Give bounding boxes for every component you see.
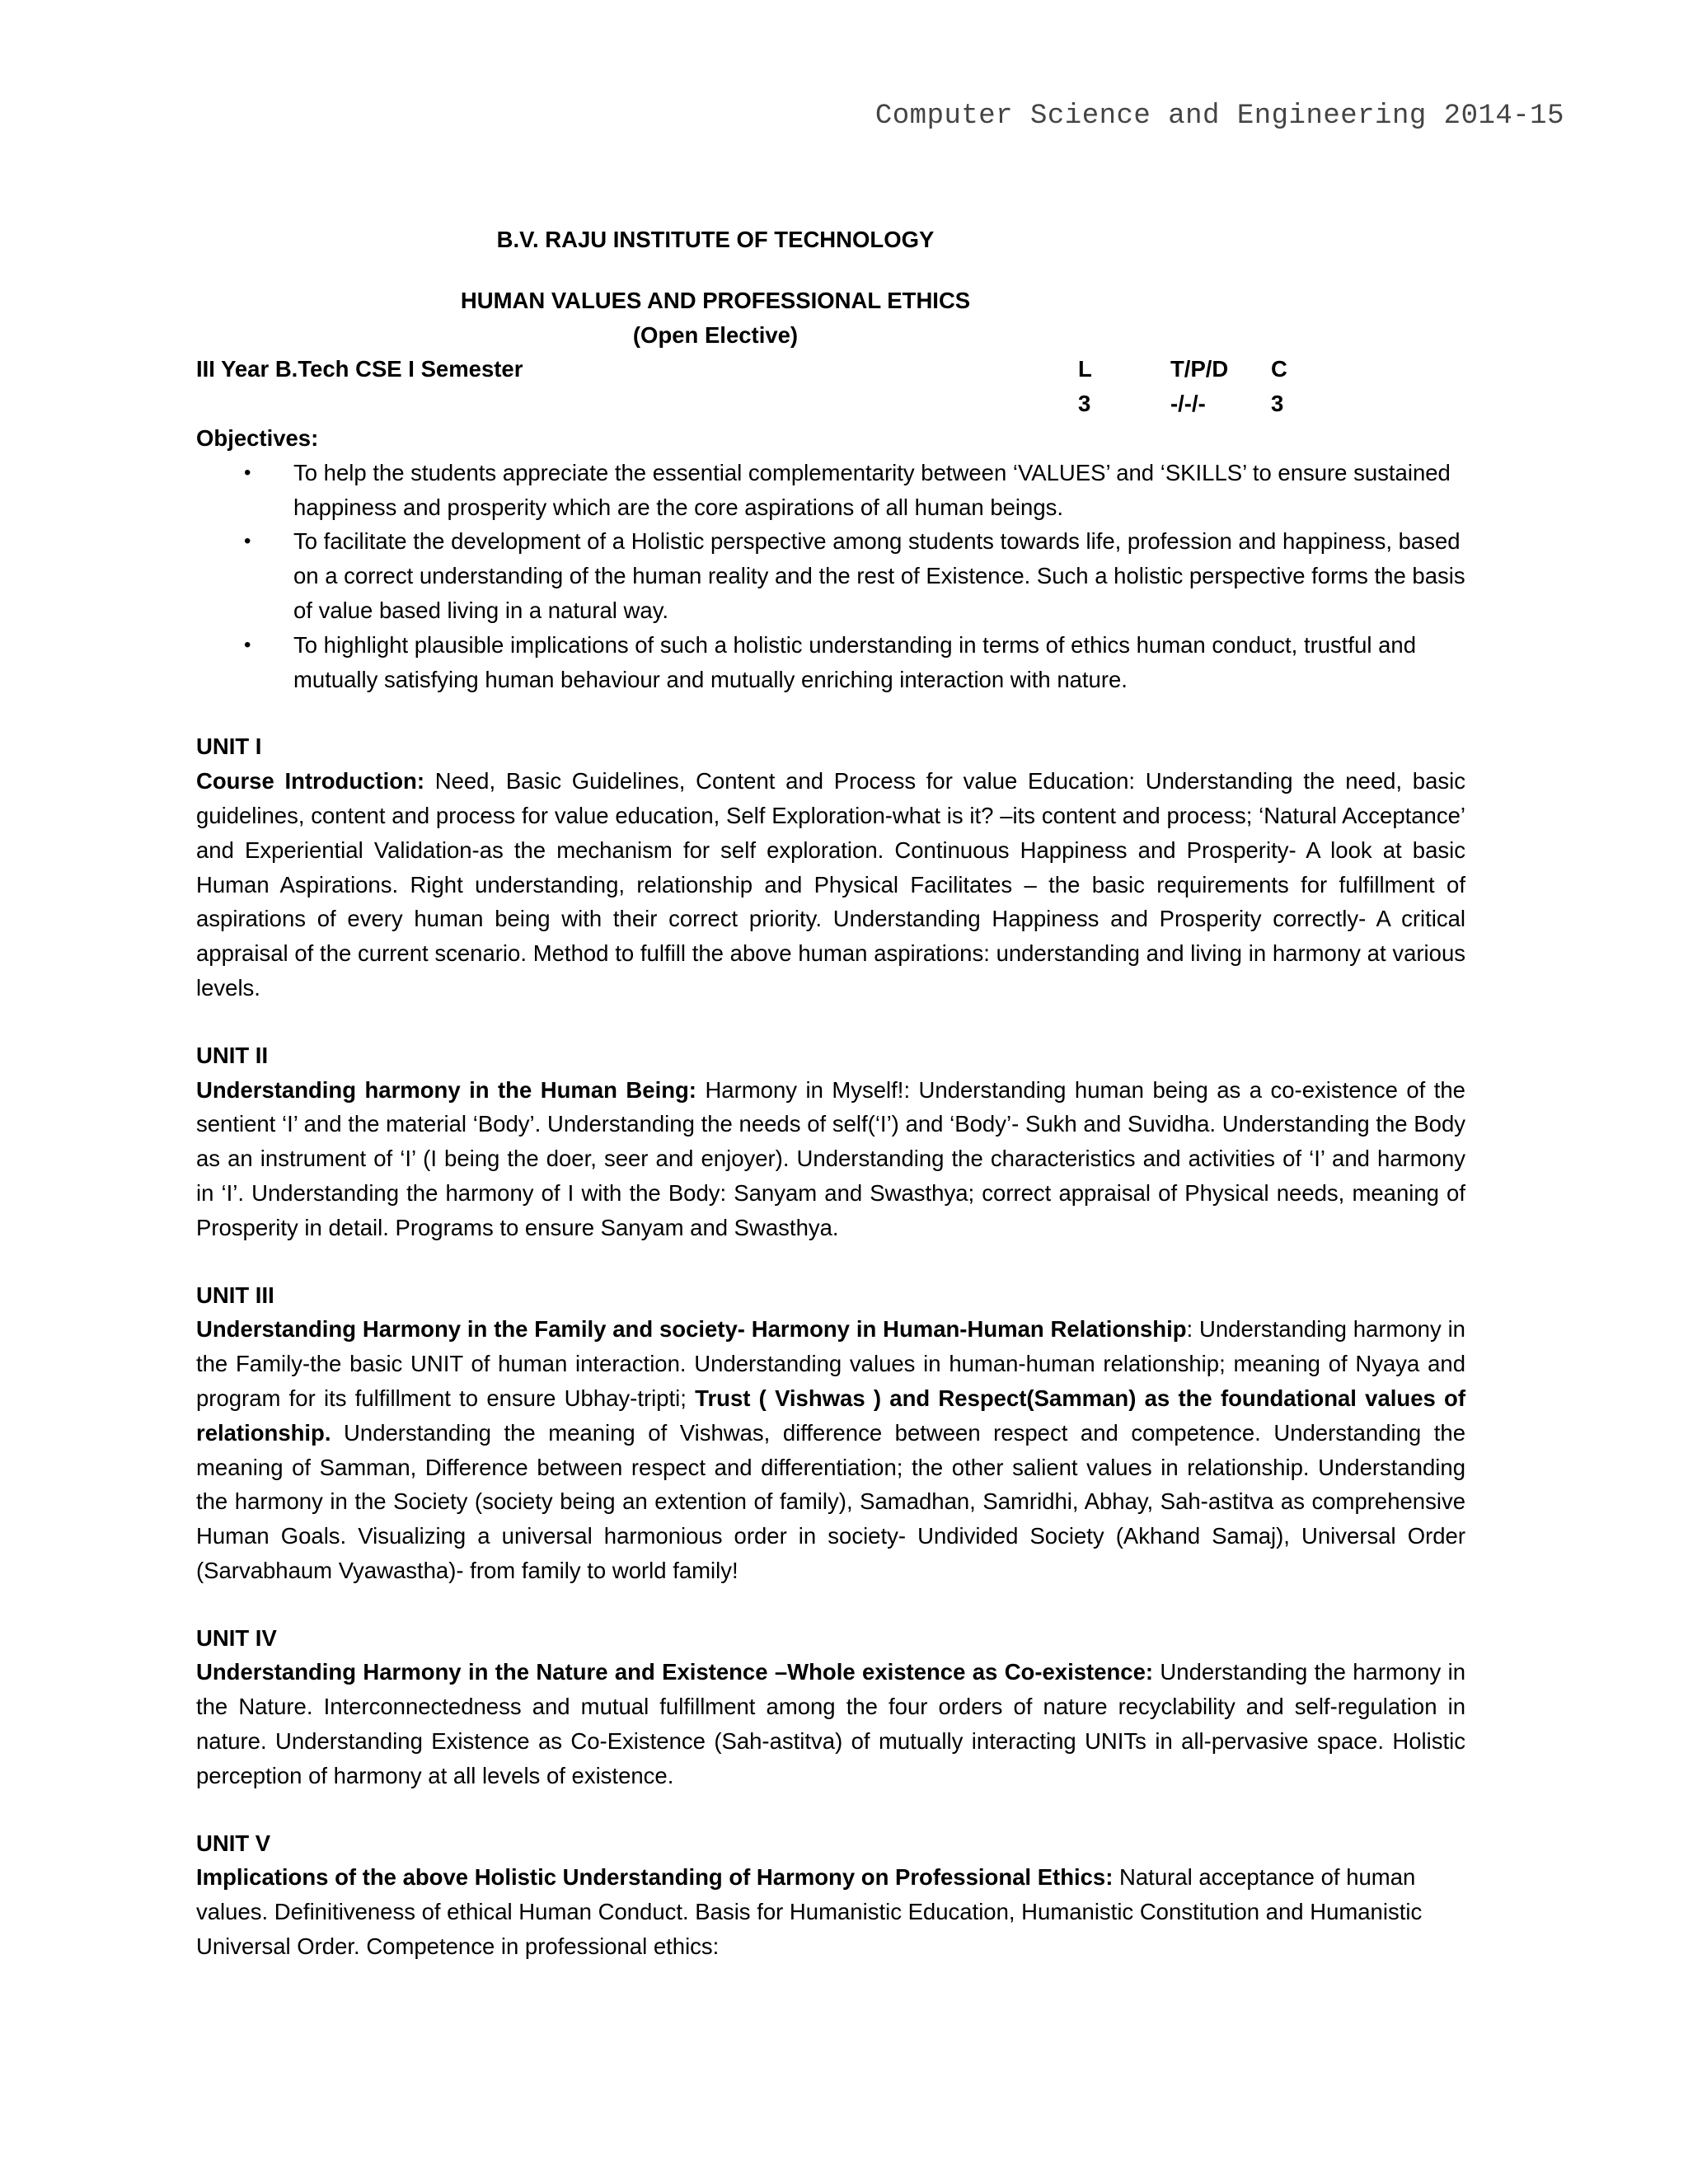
institution-name: B.V. RAJU INSTITUTE OF TECHNOLOGY	[496, 227, 935, 252]
objectives-title: Objectives:	[196, 424, 319, 451]
unit-body: Harmony in Myself!: Understanding human being as a co-existence of the sentient ‘I’ and the material ‘Body’. Understanding the needs of self(‘I’) and ‘Body’- Sukh and Suvidha. Understanding the Body as an instrument of ‘I’ (I being the doer, seer and enjoyer). Understanding the characteristics and activities of ‘I’ and harmony in ‘I’. Understanding the harmony of I with the Body: Sanyam and Swasthya; correct appraisal of Physical needs, meaning of Prosperity in detail. Programs to ensure Sanyam and Swasthya.	[196, 1076, 1465, 1240]
credit-value-l: 3	[1078, 391, 1091, 417]
bullet-icon: •	[244, 530, 251, 553]
objectives-list	[196, 456, 1465, 697]
unit-body: : Understanding harmony in the Family-the basic UNIT of human interaction. Understanding values in human-human relationship; meaning of Nyaya and program for its fulfillment to ensure Ubhay-tripti;	[196, 1316, 1465, 1411]
unit-section	[196, 1621, 1465, 1793]
credit-header-c: C	[1271, 356, 1287, 382]
list-item	[196, 524, 1484, 627]
credit-value-tpd: -/-/-	[1170, 391, 1206, 417]
unit-body: Natural acceptance of human values. Definitiveness of ethical Human Conduct. Basis for Humanistic Education, Humanistic Constitution and Humanistic Universal Order. Competence in professional ethics:	[196, 1864, 1423, 1960]
unit-heading: Course Introduction:	[196, 768, 425, 794]
unit-paragraph	[196, 1312, 1465, 1587]
unit-title: UNIT V	[196, 1830, 271, 1856]
unit-heading: Understanding harmony in the Human Being:	[196, 1076, 696, 1103]
unit-body: Understanding the harmony in the Nature. Interconnectedness and mutual fulfillment among the four orders of nature recyclability and self-regulation in nature. Understanding Existence as Co-Existence (Sah-astitva) of mutually interacting UNITs in all-pervasive space. Holistic perception of harmony at all levels of existence.	[196, 1659, 1466, 1788]
course-type: (Open Elective)	[632, 321, 799, 348]
credit-header-tpd: T/P/D	[1170, 356, 1229, 382]
bullet-icon: •	[244, 633, 251, 656]
syllabus-content	[196, 223, 1465, 1964]
unit-section	[196, 729, 1465, 1005]
unit-paragraph	[196, 1655, 1465, 1793]
bullet-icon: •	[244, 461, 251, 484]
unit-body: Need, Basic Guidelines, Content and Process for value Education: Understanding the need, basic guidelines, content and process for value education, Self Exploration-what is it? –its content and process; ‘Natural Acceptance’ and Experiential Validation-as the mechanism for self exploration. Continuous Happiness and Prosperity- A look at basic Human Aspirations. Right understanding, relationship and Physical Facilitates – the basic requirements for fulfillment of aspirations of every human being with their correct priority. Understanding Happiness and Prosperity correctly- A critical appraisal of the current scenario. Method to fulfill the above human aspirations: understanding and living in harmony at various levels.	[196, 768, 1465, 1001]
page-header: Computer Science and Engineering 2014-15	[874, 101, 1564, 132]
unit-section	[196, 1278, 1465, 1588]
unit-emphasis: Trust ( Vishwas ) and Respect(Samman) as the foundational values of relationship.	[196, 1385, 1465, 1446]
year-semester: III Year B.Tech CSE I Semester	[196, 356, 523, 382]
unit-title: UNIT I	[196, 733, 262, 760]
unit-title: UNIT IV	[196, 1624, 277, 1651]
course-title: HUMAN VALUES AND PROFESSIONAL ETHICS	[460, 287, 971, 313]
unit-section	[196, 1038, 1465, 1245]
unit-heading: Understanding Harmony in the Nature and Existence –Whole existence as Co-existence:	[196, 1659, 1154, 1685]
objective-text: To facilitate the development of a Holistic perspective among students towards life, profession and happiness, based on a correct understanding of the human reality and the rest of Existence. Such a holistic perspective forms the basis of value based living in a natural way.	[293, 528, 1465, 623]
unit-paragraph	[196, 1073, 1465, 1245]
list-item	[196, 628, 1484, 697]
unit-paragraph	[196, 764, 1465, 1005]
unit-heading: Implications of the above Holistic Understanding of Harmony on Professional Ethics:	[196, 1864, 1114, 1891]
unit-heading: Understanding Harmony in the Family and society- Harmony in Human-Human Relationship	[196, 1316, 1187, 1343]
objective-text: To help the students appreciate the essential complementarity between ‘VALUES’ and ‘SKILLS’ to ensure sustained happiness and prosperity which are the core aspirations of all human beings.	[293, 459, 1451, 520]
credit-header-row	[196, 352, 1465, 387]
unit-section	[196, 1826, 1465, 1964]
objective-text: To highlight plausible implications of such a holistic understanding in terms of ethics human conduct, trustful and mutually satisfying human behaviour and mutually enriching interaction with nature.	[293, 631, 1417, 692]
unit-body: Understanding the meaning of Vishwas, difference between respect and competence. Understanding the meaning of Samman, Difference between respect and differentiation; the other salient values in relationship. Understanding the harmony in the Society (society being an extention of family), Samadhan, Samridhi, Abhay, Sah-astitva as comprehensive Human Goals. Visualizing a universal harmonious order in society- Undivided Society (Akhand Samaj), Universal Order (Sarvabhaum Vyawastha)- from family to world family!	[196, 1419, 1465, 1583]
credit-header-l: L	[1078, 356, 1092, 382]
credit-value-c: 3	[1271, 391, 1284, 417]
list-item	[196, 456, 1484, 525]
unit-title: UNIT III	[196, 1282, 274, 1308]
unit-title: UNIT II	[196, 1042, 269, 1068]
unit-paragraph	[196, 1860, 1432, 1963]
credit-value-row	[196, 387, 1465, 421]
